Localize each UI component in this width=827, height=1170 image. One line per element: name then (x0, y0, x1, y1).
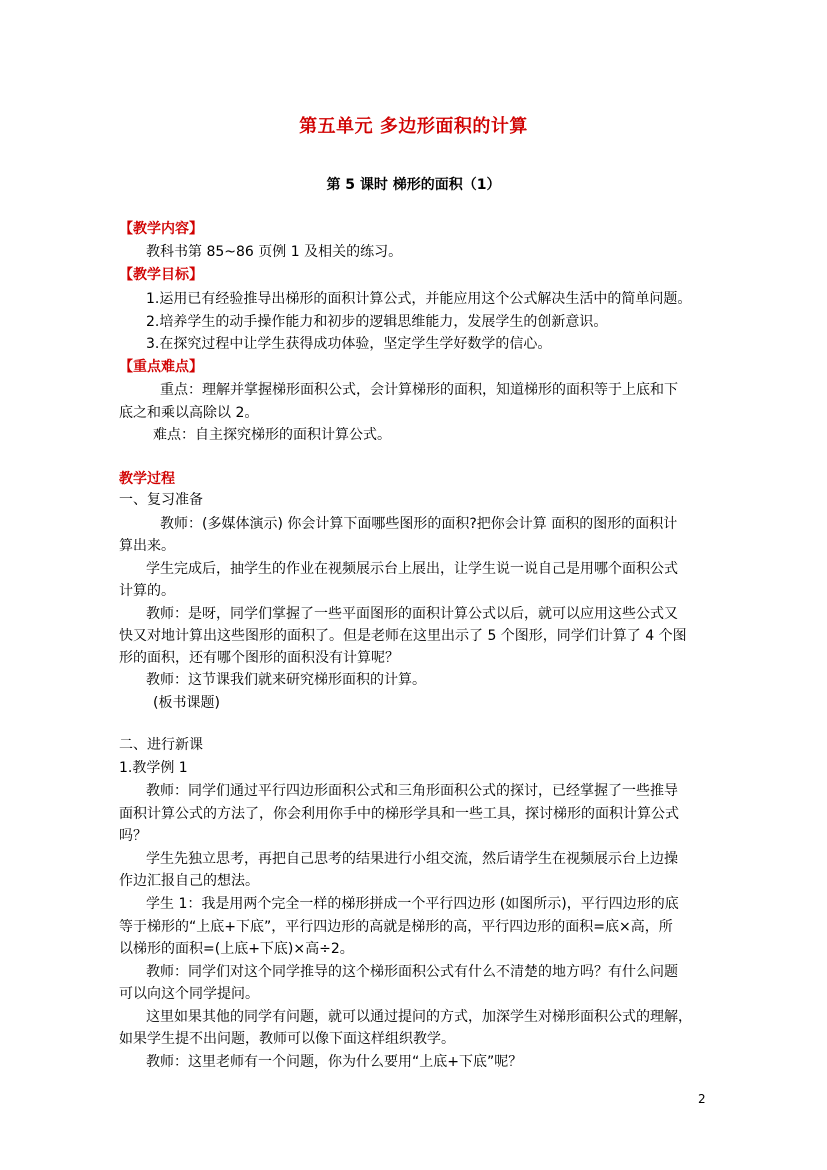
key-point-line: 重点：理解并掌握梯形面积公式，会计算梯形的面积，知道梯形的面积等于上底和下 (160, 382, 678, 398)
paragraph-line: 教师：同学们通过平行四边形面积公式和三角形面积公式的探讨，已经掌握了一些推导 (146, 783, 678, 799)
goal-heading: 【教学目标】 (119, 267, 203, 283)
paragraph-line: 学生 1：我是用两个完全一样的梯形拼成一个平行四边形 (如图所示)，平行四边形的底 (146, 896, 679, 912)
paragraph-line: 教师：是呀，同学们掌握了一些平面图形的面积计算公式以后，就可以应用这些公式又 (146, 606, 678, 622)
example-heading: 1.教学例 1 (119, 760, 188, 776)
paragraph-line: 这里如果其他的同学有问题，就可以通过提问的方式，加深学生对梯形面积公式的理解， (146, 1009, 692, 1025)
paragraph-line: 学生完成后，抽学生的作业在视频展示台上展出，让学生说一说自己是用哪个面积公式 (146, 561, 678, 577)
paragraph-line: 学生先独立思考，再把自己思考的结果进行小组交流，然后请学生在视频展示台上边操 (146, 851, 678, 867)
paragraph-line: 如果学生提不出问题，教师可以像下面这样组织教学。 (119, 1031, 455, 1047)
paragraph-line: 教师：这里老师有一个问题，你为什么要用“上底+下底”呢？ (146, 1054, 523, 1070)
difficulty-text: 难点：自主探究梯形的面积计算公式。 (153, 427, 391, 443)
key-heading: 【重点难点】 (119, 359, 203, 375)
goal-item: 3.在探究过程中让学生获得成功体验，坚定学生学好数学的信心。 (146, 336, 552, 352)
content-heading: 【教学内容】 (119, 221, 203, 237)
paragraph-line: 面积计算公式的方法了，你会利用你手中的梯形学具和一些工具，探讨梯形的面积计算公式 (119, 806, 679, 822)
paragraph-line: 等于梯形的“上底+下底”，平行四边形的高就是梯形的高，平行四边形的面积=底×高，所 (119, 919, 673, 935)
paragraph-line: 快又对地计算出这些图形的面积了。但是老师在这里出示了 5 个图形，同学们计算了 4 个图 (119, 628, 687, 644)
part1-heading: 一、复习准备 (119, 492, 203, 508)
paragraph-line: 可以向这个同学提问。 (119, 986, 259, 1002)
page-title: 第五单元 多边形面积的计算 (299, 116, 528, 137)
page-number: 2 (698, 1092, 706, 1106)
paragraph-line: 计算的。 (119, 583, 175, 599)
goal-item: 2.培养学生的动手操作能力和初步的逻辑思维能力，发展学生的创新意识。 (146, 314, 608, 330)
process-heading: 教学过程 (119, 471, 175, 487)
goal-item: 1.运用已有经验推导出梯形的面积计算公式，并能应用这个公式解决生活中的简单问题。 (146, 291, 692, 307)
paragraph-line: 形的面积，还有哪个图形的面积没有计算呢？ (119, 650, 399, 666)
paragraph-line: 吗？ (119, 828, 147, 844)
paragraph-line: 以梯形的面积=(上底+下底)×高÷2。 (119, 941, 354, 957)
paragraph-line: (板书课题) (153, 695, 220, 711)
part2-heading: 二、进行新课 (119, 737, 203, 753)
key-point-line: 底之和乘以高除以 2。 (119, 405, 259, 421)
paragraph-line: 教师：这节课我们就来研究梯形面积的计算。 (146, 672, 426, 688)
lesson-subtitle: 第 5 课时 梯形的面积（1） (326, 177, 501, 193)
paragraph-line: 教师：(多媒体演示) 你会计算下面哪些图形的面积?把你会计算 面积的图形的面积计 (160, 516, 678, 532)
content-text: 教科书第 85~86 页例 1 及相关的练习。 (146, 244, 403, 260)
paragraph-line: 算出来。 (119, 538, 175, 554)
paragraph-line: 教师：同学们对这个同学推导的这个梯形面积公式有什么不清楚的地方吗？有什么问题 (146, 964, 678, 980)
paragraph-line: 作边汇报自己的想法。 (119, 873, 259, 889)
